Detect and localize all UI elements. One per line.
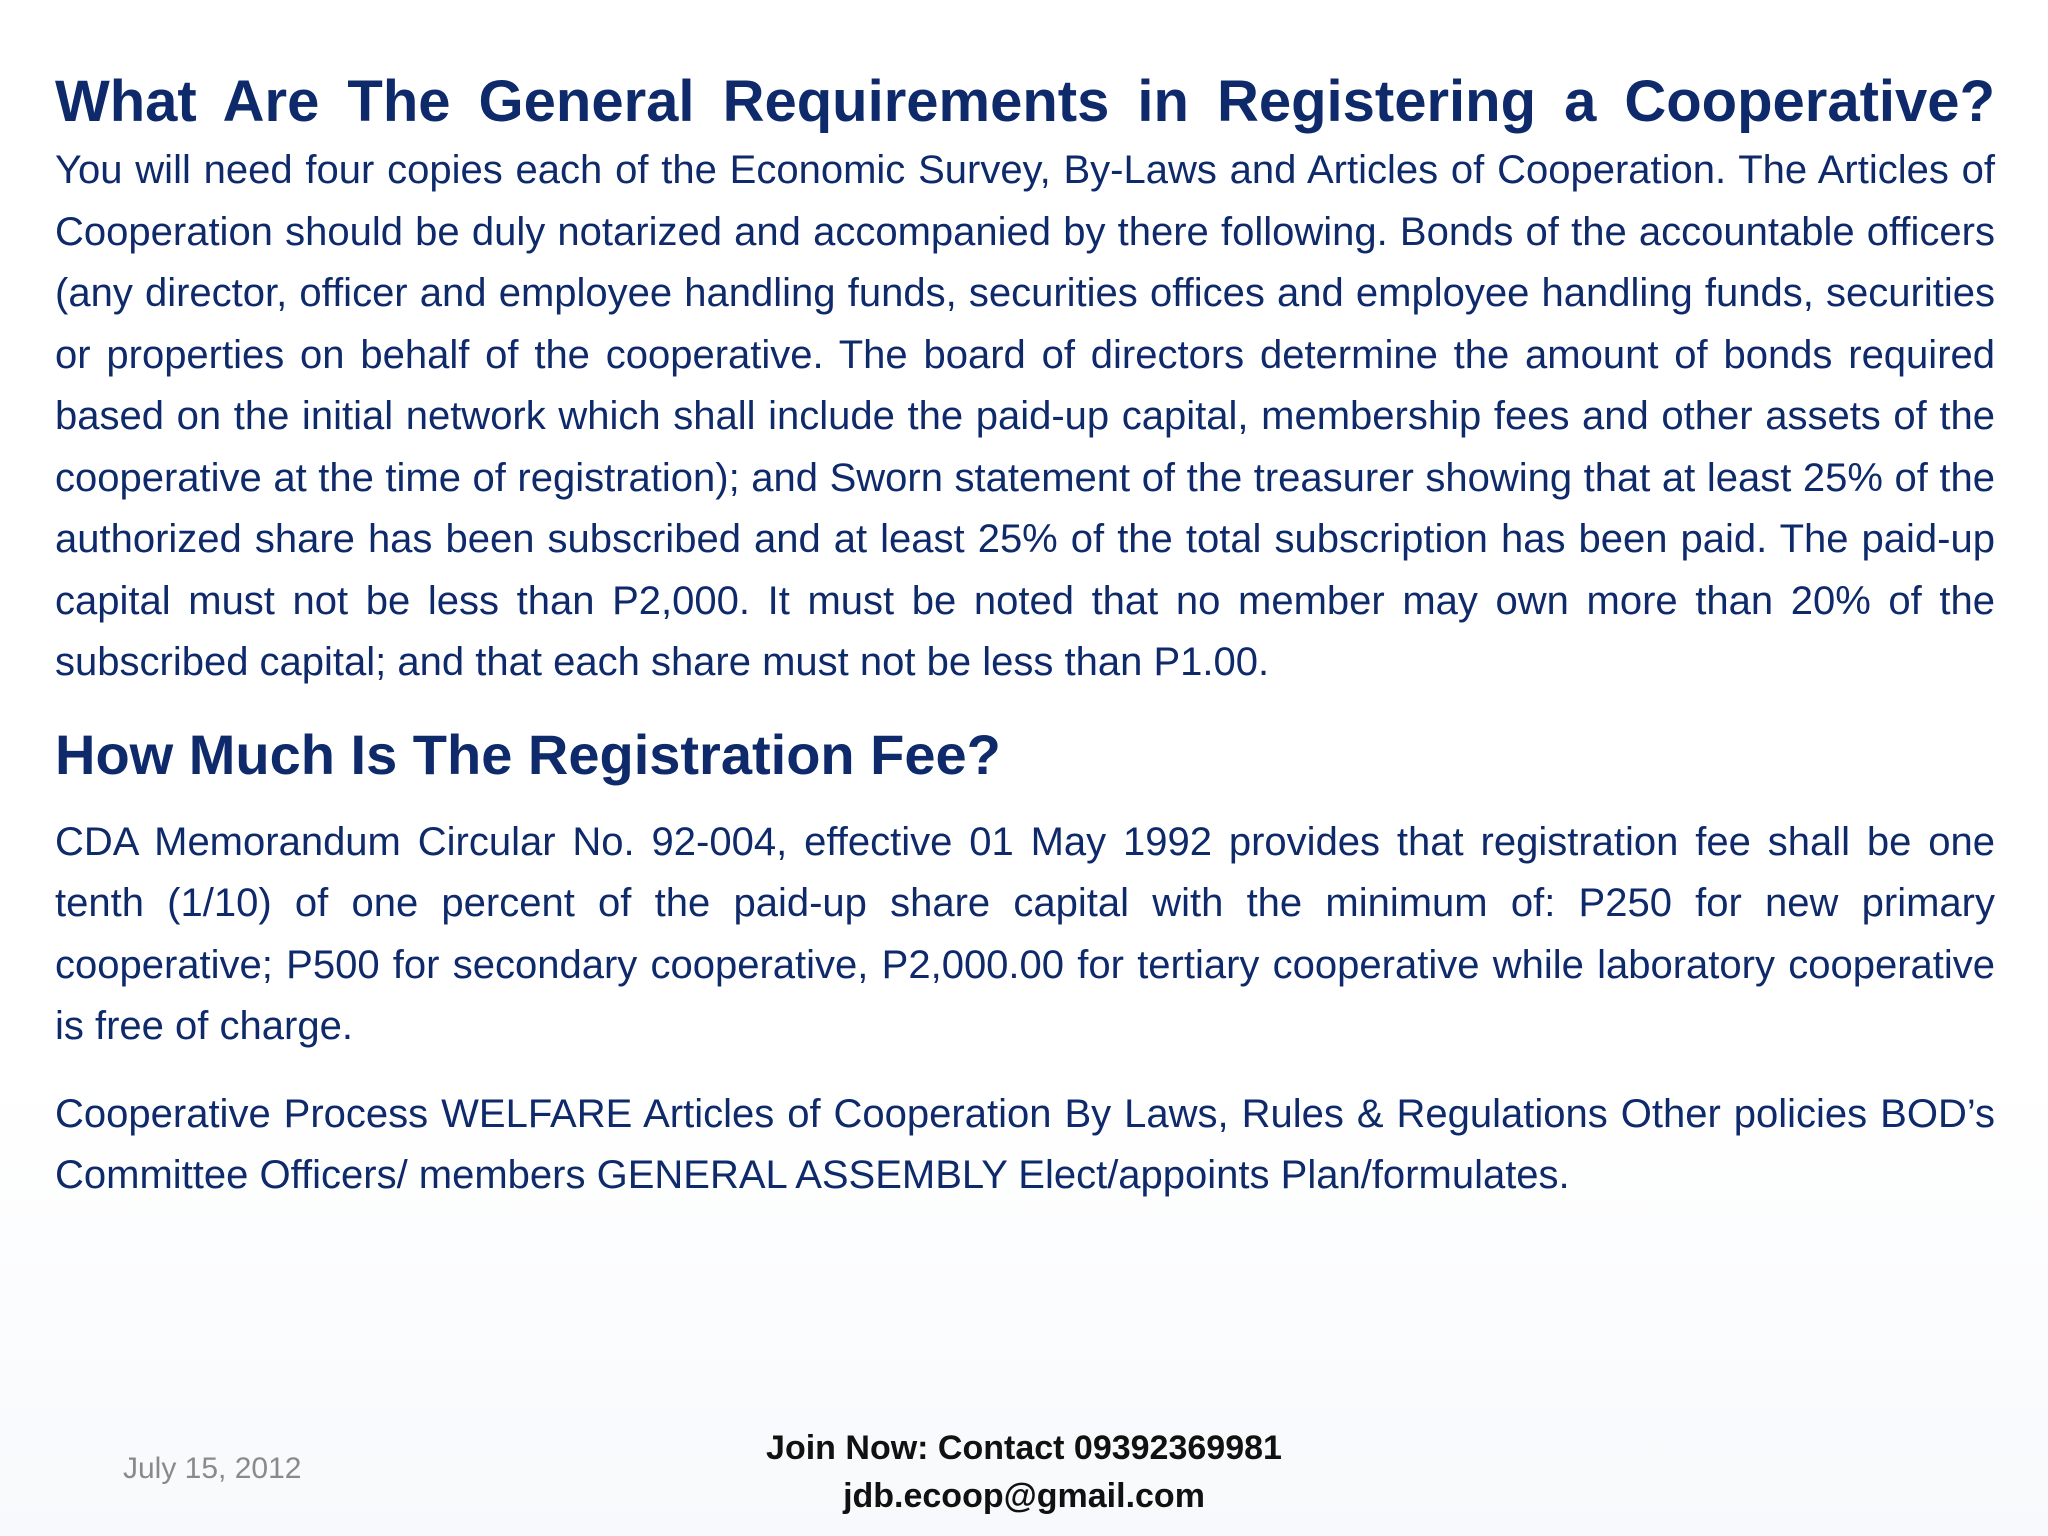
slide-content: [55, 64, 1995, 1207]
footer-contact: [560, 1424, 1488, 1520]
spacer: [55, 1058, 1995, 1084]
requirements-title: What Are The General Requirements in Registering a Cooperative?: [55, 69, 1995, 134]
fee-title: How Much Is The Registration Fee?: [55, 722, 1001, 786]
contact-phone: Join Now: Contact 09392369981: [766, 1429, 1282, 1467]
fee-body: CDA Memorandum Circular No. 92-004, effective 01 May 1992 provides that registration fee shall be one tenth (1/10) of one percent of the paid-up share capital with the minimum of: P250 for new primary cooperative; P500 for secondary cooperative, P2,000.00 for tertiary cooperative while laboratory cooperative is free of charge.: [55, 819, 1995, 1048]
spacer: [55, 694, 1995, 718]
spacer: [55, 792, 1995, 812]
process-body: Cooperative Process WELFARE Articles of Cooperation By Laws, Rules & Regulations Other policies BOD’s Committee Officers/ members GENERAL ASSEMBLY Elect/appoints Plan/formulates.: [55, 1091, 1995, 1197]
contact-email: jdb.ecoop@gmail.com: [843, 1477, 1205, 1515]
requirements-body: You will need four copies each of the Economic Survey, By-Laws and Articles of Cooperation. The Articles of Cooperation should be duly notarized and accompanied by there following. Bonds of the accountable officers (any director, officer and employee handling funds, securities offices and employee handling funds, securities or properties on behalf of the cooperative. The board of directors determine the amount of bonds required based on the initial network which shall include the paid-up capital, membership fees and other assets of the cooperative at the time of registration); and Sworn statement of the treasurer showing that at least 25% of the authorized share has been subscribed and at least 25% of the total subscription has been paid. The paid-up capital must not be less than P2,000. It must be noted that no member may own more than 20% of the subscribed capital; and that each share must not be less than P1.00.: [55, 148, 1995, 684]
footer-date: July 15, 2012: [123, 1452, 302, 1485]
